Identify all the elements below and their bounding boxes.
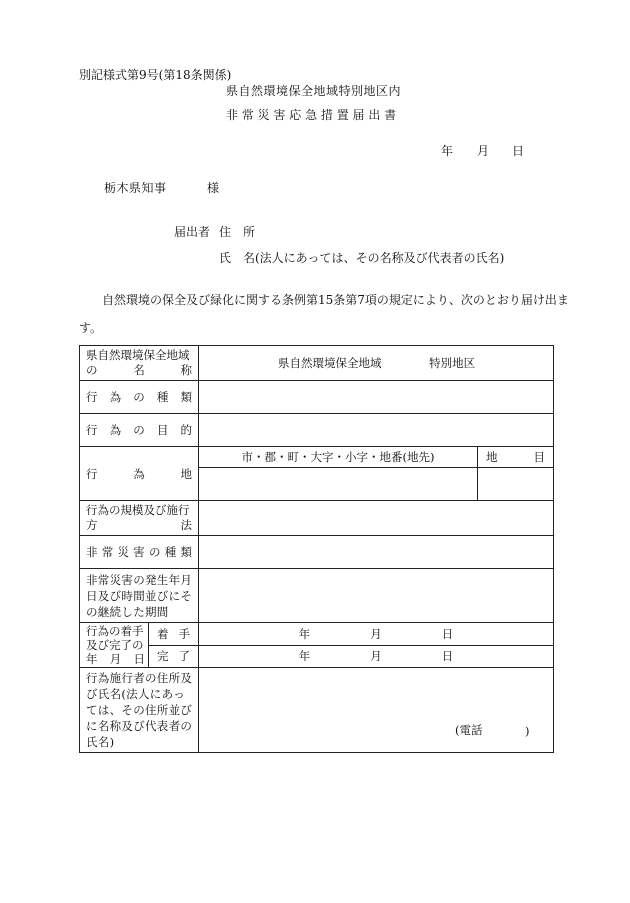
label-char: 着 [157, 626, 169, 641]
end-label [149, 645, 199, 668]
label-char: 名 [133, 363, 145, 377]
row-act-purpose [80, 414, 554, 447]
start-date-value[interactable] [199, 623, 554, 646]
notification-form-table [79, 345, 554, 753]
row-period-end [80, 645, 554, 668]
label-char: 類 [180, 545, 192, 559]
end-month: 月 [370, 649, 382, 664]
label-char: の [86, 363, 98, 377]
date-month: 月 [477, 144, 490, 158]
row-act-place-header [80, 447, 554, 468]
label-char: 行 [86, 423, 98, 437]
act-purpose-value[interactable] [199, 414, 554, 447]
period-label-a: 行為の着手 [86, 624, 144, 638]
act-purpose-label [80, 414, 199, 447]
row-disaster-time [80, 569, 554, 623]
body-line-2: す。 [79, 321, 103, 335]
scale-label-b [86, 518, 192, 533]
label-char: 了 [178, 649, 190, 664]
disaster-time-value[interactable] [199, 569, 554, 623]
executor-value[interactable] [199, 668, 554, 753]
row-period-start [80, 623, 554, 646]
label-char: 種 [164, 545, 177, 559]
label-char: の [133, 423, 145, 437]
label-char: 為 [109, 423, 122, 437]
scale-value[interactable] [199, 501, 554, 536]
applicant-name-label: 氏 名(法人にあっては、その名称及び代表者の氏名) [219, 251, 505, 265]
label-char: 地 [180, 466, 192, 481]
label-char: 種 [156, 390, 169, 404]
disaster-type-value[interactable] [199, 536, 554, 569]
area-name-label-b [86, 363, 192, 378]
title-line-1: 県自然環境保全地域特別地区内 [226, 84, 402, 98]
start-label [149, 623, 199, 646]
place-value[interactable] [199, 468, 478, 501]
label-char: 地 [486, 450, 498, 464]
label-char: 完 [157, 649, 169, 664]
disaster-type-label [80, 536, 199, 569]
start-year: 年 [298, 626, 311, 641]
row-disaster-type [80, 536, 554, 569]
label-char: 為 [109, 390, 122, 404]
label-char: 日 [133, 652, 145, 666]
period-label-b: 及び完了の [86, 638, 144, 652]
label-char: 常 [101, 545, 114, 559]
applicant-label: 届出者 [174, 225, 211, 239]
scale-label [80, 501, 199, 536]
area-name-value-a: 県自然環境保全地域 [278, 356, 382, 370]
label-char: 類 [180, 390, 192, 404]
row-executor [80, 668, 554, 753]
start-month: 月 [370, 626, 382, 641]
phone-open: (電話 [455, 723, 483, 737]
label-char: 月 [109, 652, 122, 666]
period-label [80, 623, 149, 668]
label-char: の [133, 390, 145, 404]
label-char: 的 [180, 423, 192, 437]
label-char: 害 [133, 545, 145, 559]
label-char: 称 [180, 363, 192, 377]
label-char: 方 [86, 518, 98, 532]
label-char: 行 [86, 466, 98, 481]
label-char: 目 [533, 450, 545, 464]
row-area-name [80, 346, 554, 381]
area-name-value[interactable] [199, 346, 554, 381]
area-name-label-a: 県自然環境保全地域 [86, 348, 190, 362]
place-header: 市・郡・町・大字・小字・地番(地先) [199, 447, 478, 468]
applicant-address-label: 住 所 [219, 225, 256, 239]
executor-label: 行為施行者の住所及び氏名(法人にあっては、その住所並びに名称及び代表者の氏名) [80, 668, 199, 753]
form-number: 別記様式第9号(第18条関係) [79, 68, 232, 82]
addressee-name: 栃木県知事 [104, 181, 167, 195]
label-char: 為 [133, 466, 145, 481]
label-char: 行 [86, 390, 98, 404]
act-place-label [80, 447, 199, 501]
phone-close: ) [525, 724, 530, 738]
row-scale [80, 501, 554, 536]
title-line-2: 非 常 災 害 応 急 措 置 届 出 書 [226, 108, 397, 122]
land-category-value[interactable] [478, 468, 554, 501]
end-year: 年 [298, 649, 311, 664]
end-date-value[interactable] [199, 645, 554, 668]
area-name-label [80, 346, 199, 381]
land-category-label [478, 447, 554, 468]
disaster-time-label: 非常災害の発生年月日及び時間並びにその継続した期間 [80, 569, 199, 623]
date-day: 日 [512, 144, 525, 158]
label-char: の [149, 545, 161, 559]
date-year: 年 [441, 144, 454, 158]
label-char: 年 [86, 652, 98, 666]
row-act-type [80, 381, 554, 414]
label-char: 目 [156, 423, 169, 437]
area-name-value-b: 特別地区 [429, 356, 476, 370]
label-char: 手 [178, 626, 190, 641]
body-line-1: 自然環境の保全及び緑化に関する条例第15条第7項の規定により、次のとおり届け出ま [102, 293, 569, 307]
act-type-label [80, 381, 199, 414]
end-day: 日 [441, 649, 454, 664]
label-char: 非 [86, 545, 98, 559]
label-char: 法 [180, 518, 192, 532]
scale-label-a: 行為の規模及び施行 [86, 503, 190, 517]
act-type-value[interactable] [199, 381, 554, 414]
start-day: 日 [441, 626, 454, 641]
period-label-c [86, 652, 145, 666]
label-char: 災 [117, 545, 129, 559]
addressee-honorific: 様 [207, 181, 220, 195]
